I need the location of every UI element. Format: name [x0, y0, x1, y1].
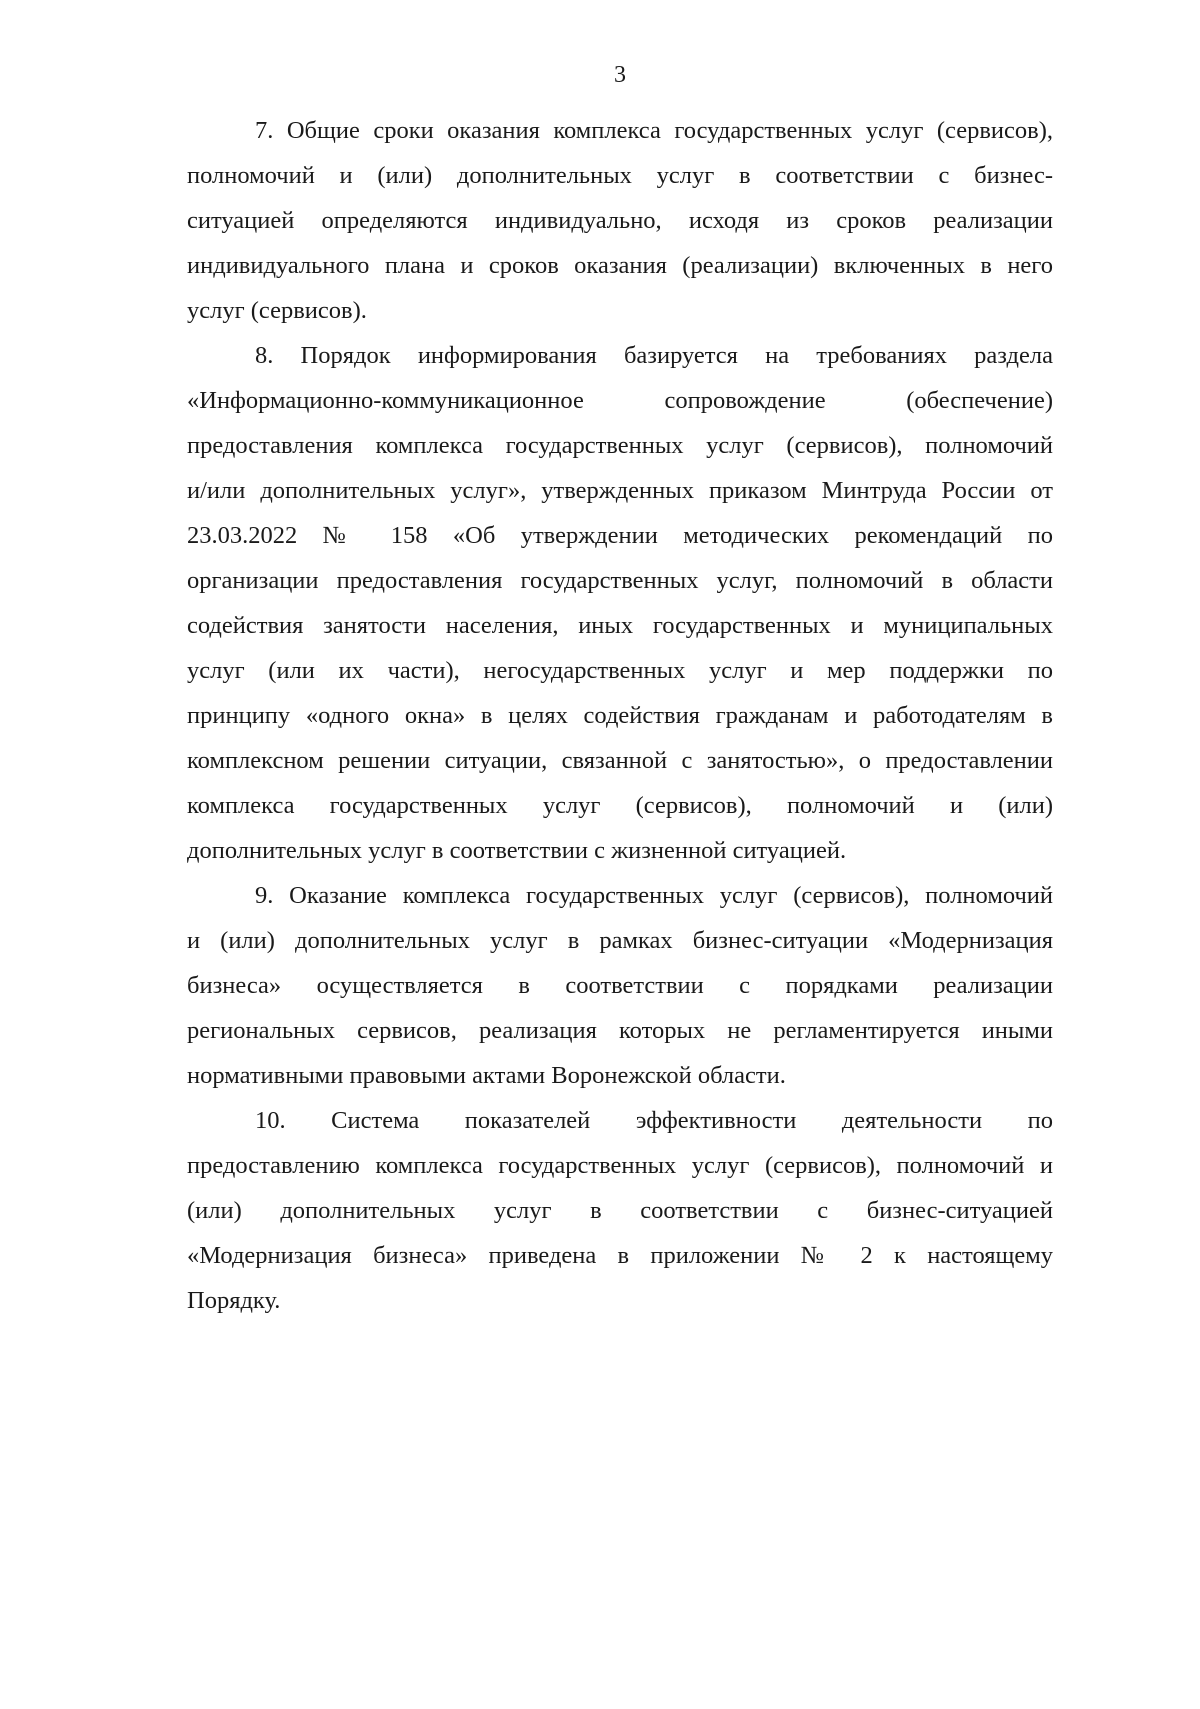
- text-line: 7. Общие сроки оказания комплекса государственных услуг (сервисов),: [255, 117, 1053, 144]
- text-line: «Модернизация бизнеса» приведена в приложении № 2 к настоящему: [187, 1242, 1053, 1269]
- text-line: (или) дополнительных услуг в соответствии с бизнес-ситуацией: [187, 1197, 1053, 1224]
- text-line: предоставлению комплекса государственных услуг (сервисов), полномочий и: [187, 1152, 1053, 1179]
- text-line: «Информационно-коммуникационное сопровождение (обеспечение): [187, 387, 1053, 414]
- document-body: [187, 108, 1053, 1323]
- text-line: дополнительных услуг в соответствии с жизненной ситуацией.: [187, 837, 847, 864]
- text-line: 10. Система показателей эффективности деятельности по: [255, 1107, 1053, 1134]
- page-number: 3: [614, 62, 626, 88]
- text-line: организации предоставления государственных услуг, полномочий в области: [187, 567, 1053, 594]
- text-line: 23.03.2022 № 158 «Об утверждении методических рекомендаций по: [187, 522, 1053, 549]
- text-line: принципу «одного окна» в целях содействия гражданам и работодателям в: [187, 702, 1053, 729]
- text-line: полномочий и (или) дополнительных услуг в соответствии с бизнес-: [187, 162, 1053, 189]
- text-line: и (или) дополнительных услуг в рамках бизнес-ситуации «Модернизация: [187, 927, 1053, 954]
- text-line: содействия занятости населения, иных государственных и муниципальных: [187, 612, 1053, 639]
- text-line: и/или дополнительных услуг», утвержденных приказом Минтруда России от: [187, 477, 1053, 504]
- text-line: услуг (или их части), негосударственных услуг и мер поддержки по: [187, 657, 1053, 684]
- text-line: предоставления комплекса государственных услуг (сервисов), полномочий: [187, 432, 1053, 459]
- text-line: услуг (сервисов).: [187, 297, 367, 324]
- text-line: нормативными правовыми актами Воронежской области.: [187, 1062, 786, 1089]
- text-line: Порядку.: [187, 1287, 281, 1314]
- text-line: ситуацией определяются индивидуально, исходя из сроков реализации: [187, 207, 1053, 234]
- paragraph: [187, 108, 1053, 333]
- text-line: 9. Оказание комплекса государственных услуг (сервисов), полномочий: [255, 882, 1053, 909]
- text-line: комплекса государственных услуг (сервисов), полномочий и (или): [187, 792, 1053, 819]
- text-line: региональных сервисов, реализация которых не регламентируется иными: [187, 1017, 1053, 1044]
- paragraph: [187, 873, 1053, 1098]
- text-line: индивидуального плана и сроков оказания (реализации) включенных в него: [187, 252, 1053, 279]
- text-line: 8. Порядок информирования базируется на требованиях раздела: [255, 342, 1053, 369]
- text-line: комплексном решении ситуации, связанной с занятостью», о предоставлении: [187, 747, 1053, 774]
- paragraph: [187, 333, 1053, 873]
- text-line: бизнеса» осуществляется в соответствии с порядками реализации: [187, 972, 1053, 999]
- paragraph: [187, 1098, 1053, 1323]
